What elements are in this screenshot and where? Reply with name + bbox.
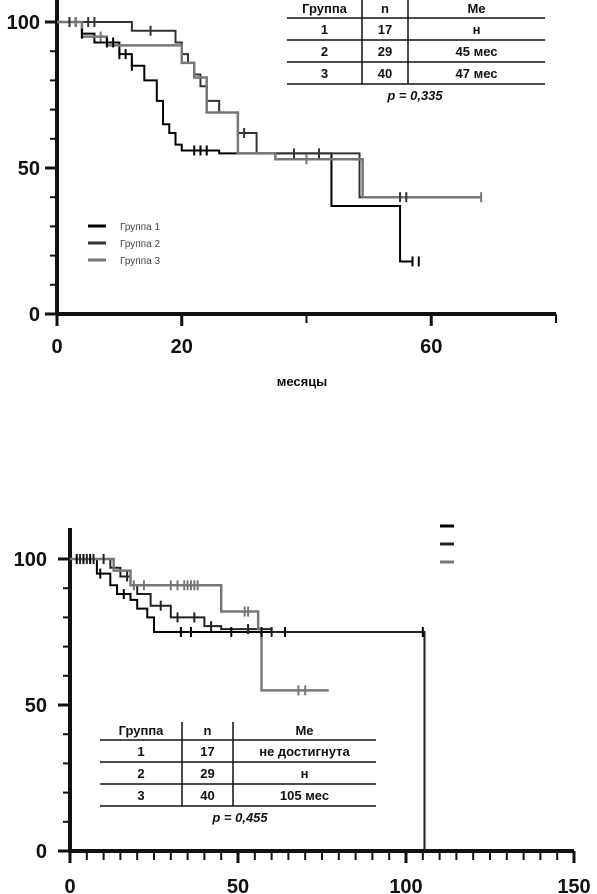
table-header: Ме bbox=[467, 1, 486, 16]
y-tick-label: 50 bbox=[24, 695, 47, 717]
os-chart bbox=[14, 526, 591, 894]
x-tick-label: 150 bbox=[557, 876, 591, 894]
p-value: p = 0,455 bbox=[212, 810, 268, 825]
table-cell: 1 bbox=[137, 744, 145, 759]
y-tick-label: 100 bbox=[13, 549, 47, 571]
legend-label: Группа 1 bbox=[120, 222, 161, 233]
table-cell: 2 bbox=[137, 766, 145, 781]
x-tick-label: 0 bbox=[64, 876, 76, 894]
y-tick-label: 100 bbox=[6, 12, 40, 34]
survival-curve-group-2 bbox=[57, 22, 413, 197]
x-tick-label: 0 bbox=[51, 336, 63, 358]
table-cell: 3 bbox=[137, 788, 145, 803]
table-cell: 29 bbox=[200, 766, 215, 781]
table-cell: 3 bbox=[320, 66, 329, 81]
legend-label: Группа 3 bbox=[120, 256, 161, 267]
survival-curve-group-1 bbox=[57, 22, 413, 261]
table-cell: 47 мес bbox=[455, 66, 498, 81]
x-tick-label: 60 bbox=[420, 336, 443, 358]
x-tick-label: 100 bbox=[389, 876, 423, 894]
legend-label: Группа 2 bbox=[120, 239, 161, 250]
table-header: Группа bbox=[302, 1, 347, 16]
survival-curve-group-3 bbox=[70, 559, 329, 690]
y-tick-label: 0 bbox=[35, 841, 47, 863]
table-header: n bbox=[203, 723, 212, 738]
table-cell: 105 мес bbox=[279, 788, 330, 803]
table-cell: 40 bbox=[200, 788, 215, 803]
table-cell: н bbox=[300, 766, 309, 781]
table-header: Группа bbox=[118, 723, 164, 738]
pfs-chart bbox=[7, 0, 556, 389]
table-header: Ме bbox=[295, 723, 314, 738]
p-value: p = 0,335 bbox=[387, 88, 443, 103]
x-tick-label: 20 bbox=[170, 336, 193, 358]
survival-curve-group-3 bbox=[57, 22, 481, 197]
y-tick-label: 0 bbox=[28, 304, 40, 326]
table-cell: 17 bbox=[200, 744, 215, 759]
table-cell: 2 bbox=[320, 44, 329, 59]
table-cell: 40 bbox=[377, 66, 393, 81]
survival-curve-group-1 bbox=[70, 559, 424, 851]
statistics-table bbox=[287, 0, 545, 103]
survival-curve-group-2 bbox=[70, 559, 424, 851]
x-tick-label: 50 bbox=[226, 876, 250, 894]
table-cell: 45 мес bbox=[455, 44, 498, 59]
table-cell: н bbox=[472, 22, 481, 37]
table-cell: 17 bbox=[377, 22, 393, 37]
table-cell: 1 bbox=[320, 22, 329, 37]
y-tick-label: 50 bbox=[17, 158, 40, 180]
statistics-table bbox=[100, 722, 376, 825]
table-cell: 29 bbox=[377, 44, 393, 59]
table-cell: не достигнута bbox=[259, 744, 350, 759]
x-axis-title: месяцы bbox=[276, 374, 328, 389]
table-header: n bbox=[381, 1, 389, 16]
